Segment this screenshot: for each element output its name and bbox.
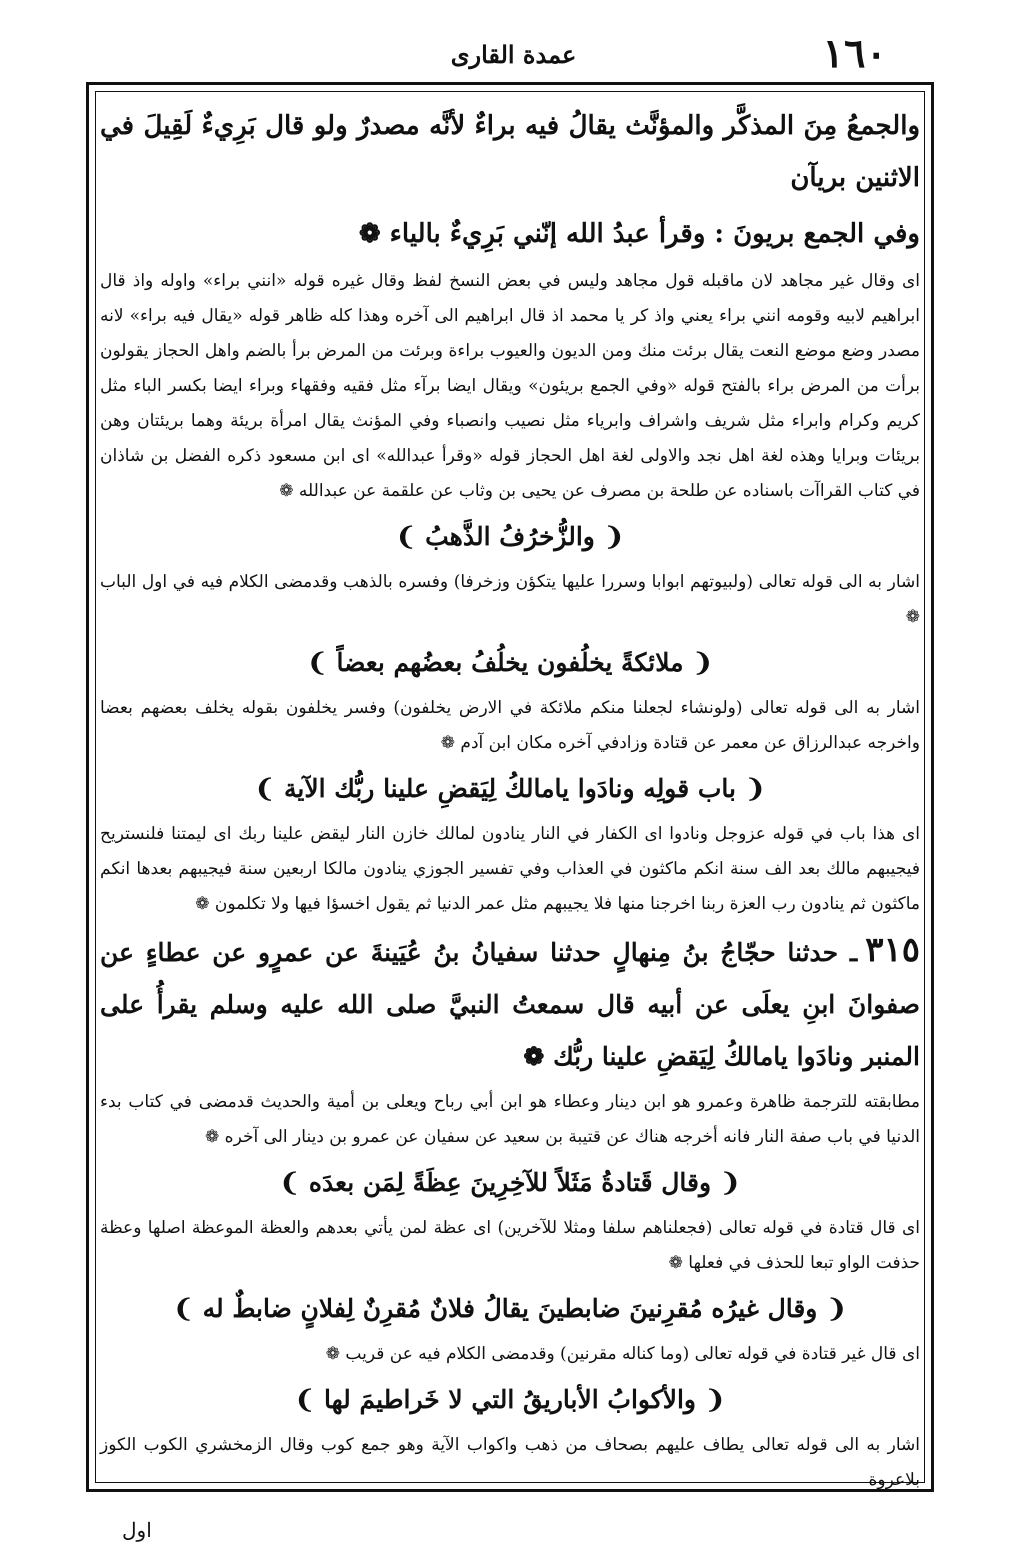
catchword: اول bbox=[122, 1518, 152, 1542]
page-number: ١٦٠ bbox=[822, 30, 887, 77]
section-heading: ❨ والأكوابُ الأباريقُ التي لا خَراطيمَ لها ❩ bbox=[294, 1385, 726, 1414]
commentary-paragraph: اى قال قتادة في قوله تعالى (فجعلناهم سلفا ومثلا للآخرين) اى عظة لمن يأتي بعدهم والعظة الموعظة اصلها وعظة حذفت الواو تبعا للحذف في فعلها ❁ bbox=[100, 1218, 920, 1273]
commentary-paragraph: ای وقال غیر مجاهد لان ماقبله قول مجاهد وليس في بعض النسخ لفظ وقال غيره قوله «انني براء» واوله واذ قال ابراهيم لابيه وقومه انني براء يعني واذ كر يا محمد اذ قال ابراهيم الى آخره وهذا كله ظاهر قوله «يقال فيه براء» لانه مصدر وضع موضع النعت يقال برئت منك ومن الديون والعيوب براءة وبرئت من المرض برأ بالضم واهل الحجاز يقولون برأت من المرض براء بالفتح قوله «وفي الجمع بريئون» ويقال ايضا برآء مثل فقيه وفقهاء وبراء ايضا بكسر الباء مثل كريم وكرام وابراء مثل شريف واشراف وابرياء مثل نصيب وانصباء وفي المؤنث يقال امرأة بريئة وهما بريئتان وهن بريئات وبرايا وهذه لغة اهل نجد والاولى لغة اهل الحجاز قوله «وقرأ عبدالله» اى ابن مسعود ذكره الفضل بن شاذان في كتاب القراآت باسناده عن طلحة بن مصرف عن يحيى بن وثاب عن علقمة عن عبدالله ❁ bbox=[100, 271, 920, 501]
commentary-paragraph: اى قال غير قتادة في قوله تعالى (وما كناله مقرنين) وقدمضى الكلام فيه عن قريب ❁ bbox=[325, 1344, 920, 1364]
hadith-text bbox=[100, 924, 920, 1083]
chapter-heading: ❨ باب قولِه ونادَوا يامالكُ لِيَقضِ علينا ربُّك الآية ❩ bbox=[254, 774, 766, 803]
page-header bbox=[60, 28, 967, 88]
running-title: عمدة القاری bbox=[450, 40, 577, 69]
commentary-paragraph: مطابقته للترجمة ظاهرة وعمرو هو ابن دينار وعطاء هو ابن أبي رباح ويعلى بن أمية والحديث قدمضى في كتاب بدء الدنيا في باب صفة النار فانه أخرجه هناك عن قتيبة بن سعيد عن سفيان عن عمرو بن دينار الى آخره ❁ bbox=[100, 1092, 920, 1147]
hadith-body: ـ حدثنا حجّاجُ بنُ مِنهالٍ حدثنا سفيانُ بنُ عُيَينةَ عن عمرٍو عن عطاءٍ عن صفوانَ ابنِ يعلَى عن أبيه قال سمعتُ النبيَّ صلى الله عليه وسلم يقرأُ على المنبر ونادَوا يامالكُ لِيَقضِ علينا ربُّك ❁ bbox=[100, 938, 920, 1071]
section-heading: ❨ وقال قَتادةُ مَثَلاً للآخِرِينَ عِظَةً لِمَن بعدَه ❩ bbox=[279, 1168, 741, 1197]
section-heading: ❨ وقال غيرُه مُقرِنينَ ضابطينَ يقالُ فلانٌ مُقرِنٌ لِفلانٍ ضابطٌ له ❩ bbox=[172, 1294, 848, 1323]
commentary-paragraph: اشار به الى قوله تعالى (ولونشاء لجعلنا منكم ملائكة في الارض يخلفون) وفسر يخلفون بقوله يخلف بعضهم بعضا واخرجه عبدالرزاق عن معمر عن قتادة وزادفي آخره مكان ابن آدم ❁ bbox=[100, 698, 920, 753]
commentary-paragraph: اشار به الى قوله تعالى (ولبيوتهم ابوابا وسررا عليها يتكؤن وزخرفا) وفسره بالذهب وقدمضى الكلام فيه في اول الباب ❁ bbox=[100, 572, 920, 627]
section-heading: ❨ ملائكةً يخلُفون يخلُفُ بعضُهم بعضاً ❩ bbox=[306, 648, 714, 677]
commentary-paragraph: اى هذا باب في قوله عزوجل ونادوا اى الكفار في النار ينادون لمالك خازن النار ليقض علينا ربك اى ليمتنا فلنستريح فيجيبهم مالك بعد الف سنة انكم ماكثون في العذاب وفي تفسير الجوزي ينادون مالكا اربعين سنة فيجيبهم بعدها انكم ماكثون ثم ينادون رب العزة ربنا اخرجنا منها فلا يجيبهم مثل عمر الدنيا ثم يقول اخسؤا فيها ولا تكلمون ❁ bbox=[100, 824, 920, 914]
hadith-number: ٣١٥ bbox=[865, 930, 920, 970]
commentary-paragraph: اشار به الى قوله تعالى يطاف عليهم بصحاف من ذهب واكواب الآية وهو جمع كوب وقال الزمخشري الكوب الكوز بلاعروة bbox=[100, 1435, 920, 1490]
matn-line: وفي الجمع بريونَ : وقرأ عبدُ الله إنّني بَرِيءٌ بالياء ❁ bbox=[358, 219, 920, 249]
section-heading: ❨ والزُّخرُفُ الذَّهبُ ❩ bbox=[395, 522, 625, 551]
matn-line: والجمعُ مِنَ المذكَّر والمؤنَّث يقالُ فيه براءٌ لأنَّه مصدرٌ ولو قال بَرِيءٌ لَقِيلَ في الاثنين بريآن bbox=[100, 111, 920, 193]
page-body bbox=[100, 100, 920, 1498]
